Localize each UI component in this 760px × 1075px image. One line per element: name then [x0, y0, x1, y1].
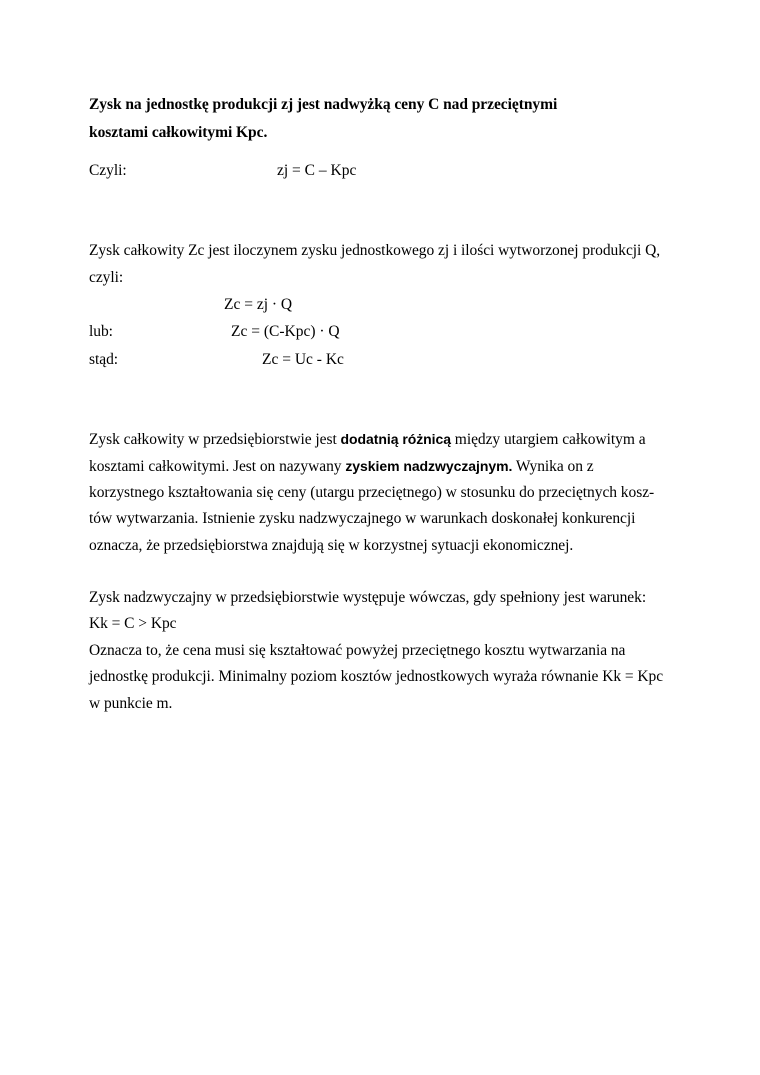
- paragraph-2-line-3: Oznacza to, że cena musi się kształtować powyżej przeciętnego kosztu wytwarzania na: [89, 642, 626, 659]
- paragraph-2-line-4: jednostkę produkcji. Minimalny poziom kosztów jednostkowych wyraża równanie Kk = Kpc: [89, 668, 664, 685]
- total-profit-formula-3: Zc = Uc - Kc: [262, 351, 344, 368]
- total-profit-formula-1: Zc = zj · Q: [224, 296, 293, 313]
- paragraph-1-text: Zysk całkowity w przedsiębiorstwie jest: [89, 431, 341, 448]
- unit-profit-formula: zj = C – Kpc: [277, 162, 357, 179]
- paragraph-1-text: kosztami całkowitymi. Jest on nazywany: [89, 458, 346, 475]
- total-profit-line-1: Zysk całkowity Zc jest iloczynem zysku jednostkowego zj i ilości wytworzonej produkcji Q,: [89, 242, 661, 259]
- paragraph-1-text: między utargiem całkowitym a: [450, 431, 646, 448]
- stad-label: stąd:: [89, 351, 119, 368]
- paragraph-1-line-5: oznacza, że przedsiębiorstwa znajdują się w korzystnej sytuacji ekonomicznej.: [89, 537, 574, 554]
- bold-term-zysk-nadzwyczajny: zyskiem nadzwyczajnym.: [345, 458, 513, 474]
- paragraph-2-line-5: w punkcie m.: [89, 695, 173, 712]
- bold-term-dodatnia-roznica: dodatnią różnicą: [340, 431, 451, 447]
- czyli-label: Czyli:: [89, 162, 127, 179]
- total-profit-line-2: czyli:: [89, 269, 124, 286]
- paragraph-1-line-4: tów wytwarzania. Istnienie zysku nadzwyczajnego w warunkach doskonałej konkurencji: [89, 510, 636, 527]
- paragraph-1-line-3: korzystnego kształtowania się ceny (utargu przeciętnego) w stosunku do przeciętnych kosz-: [89, 484, 655, 501]
- paragraph-2-line-1: Zysk nadzwyczajny w przedsiębiorstwie występuje wówczas, gdy spełniony jest warunek:: [89, 589, 647, 606]
- condition-formula: Kk = C > Kpc: [89, 615, 177, 632]
- total-profit-formula-2: Zc = (C-Kpc) · Q: [231, 323, 340, 340]
- heading-line-2: kosztami całkowitymi Kpc.: [89, 124, 268, 141]
- paragraph-1-text: Wynika on z: [512, 458, 594, 475]
- heading-line-1: Zysk na jednostkę produkcji zj jest nadwyżką ceny C nad przeciętnymi: [89, 96, 558, 113]
- paragraph-1-line-2: [89, 457, 594, 476]
- paragraph-1-line-1: [89, 430, 646, 449]
- lub-label: lub:: [89, 323, 113, 340]
